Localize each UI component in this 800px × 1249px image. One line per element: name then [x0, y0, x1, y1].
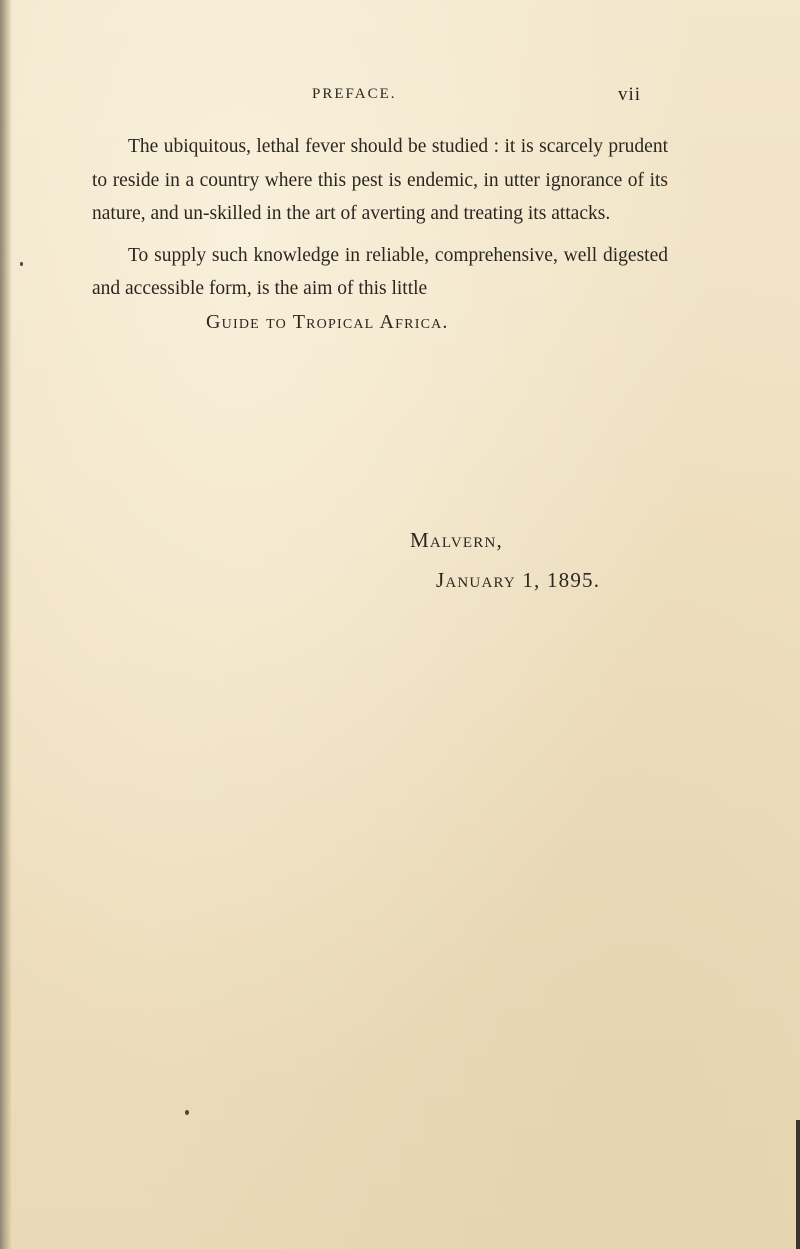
paragraph-1: The ubiquitous, lethal fever should be studied : it is scarcely prudent to reside in a country where this pest is endemic, in utter ignorance of its nature, and un-skilled in the art of averting and treating its attacks. — [92, 136, 668, 224]
signature-place: Malvern, — [410, 528, 503, 552]
guide-title: Guide to Tropical Africa. — [206, 310, 449, 333]
paragraph-2: To supply such knowledge in reliable, comprehensive, well digested and accessible form, is the aim of this little — [92, 244, 668, 299]
preface-body — [92, 130, 668, 339]
running-head: PREFACE. — [312, 86, 397, 102]
ink-speck — [20, 262, 23, 266]
ink-speck — [185, 1110, 189, 1115]
page-header — [0, 86, 800, 110]
page-corner-shadow — [796, 1120, 800, 1249]
page-binding-edge — [0, 0, 12, 1249]
signature-date: January 1, 1895. — [436, 568, 601, 592]
page-number: vii — [618, 84, 642, 105]
